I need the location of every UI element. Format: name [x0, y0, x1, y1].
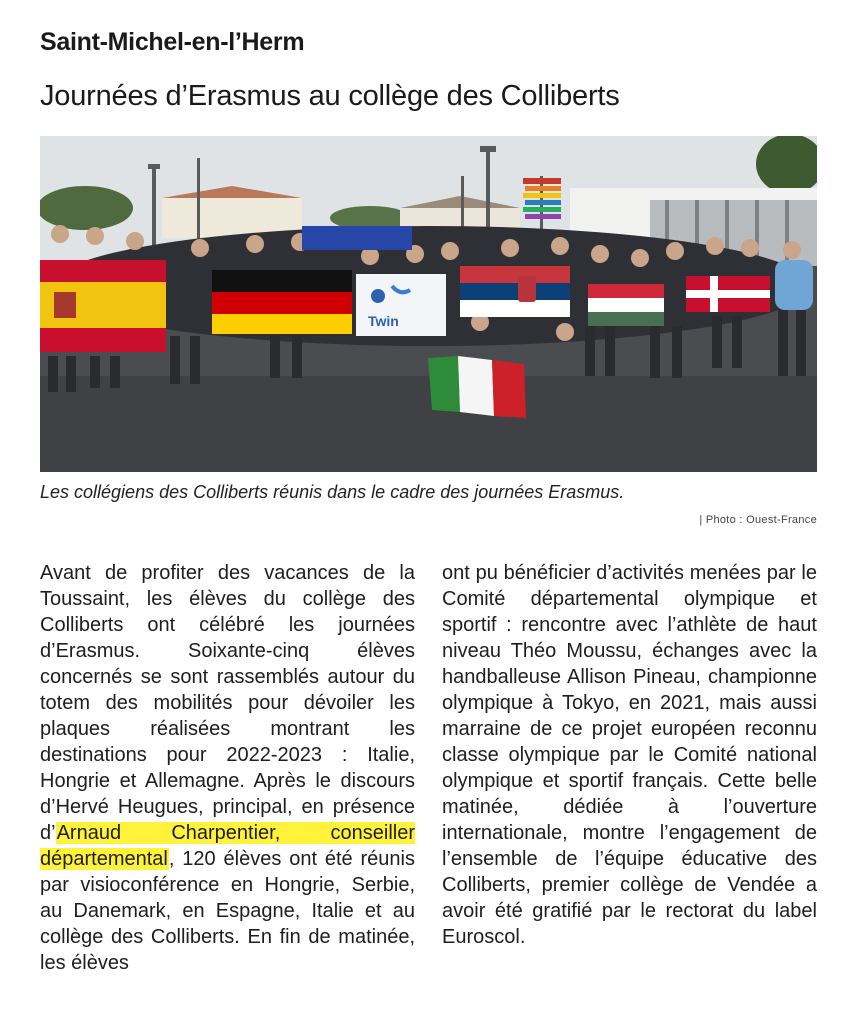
body-paragraph-1 [40, 560, 415, 976]
tree-left [40, 186, 133, 230]
body-column-left [40, 560, 415, 976]
article-headline: Journées d’Erasmus au collège des Colliberts [40, 80, 620, 112]
flag-spain [40, 260, 166, 352]
twin-banner-text: Twin [368, 313, 399, 329]
twin-banner [356, 274, 446, 336]
kicker-location: Saint-Michel-en-l’Herm [40, 28, 305, 56]
body-text-part1: Avant de profiter des vacances de la Toussaint, les élèves du collège des Colliberts ont célébré les journées d’Erasmus. Soixante-cinq élèves concernés se sont rassemblés autour du totem des mobilités pour dévoiler les plaques réalisées montrant les destinations pour 2022-2023 : Italie, Hongrie et Allemagne. Après le discours d’Hervé Heugues, principal, en présence d’ [40, 562, 415, 844]
body-text-part2: , 120 élèves ont été réunis par visioconférence en Hongrie, Serbie, au Danemark, en Espagne, Italie et au collège des Colliberts. En fin de matinée, les élèves [40, 848, 415, 974]
flag-germany [212, 270, 352, 334]
article-photo [40, 136, 817, 472]
highlighted-name: Arnaud Charpentier, conseiller départemental [40, 822, 415, 870]
flag-denmark [686, 276, 770, 312]
flag-italy [428, 356, 526, 418]
photo-credit: | Photo : Ouest-France [699, 514, 817, 526]
body-column-right [442, 560, 817, 950]
body-paragraph-2: ont pu bénéficier d’activités menées par le Comité départemental olympique et sportif : rencontre avec l’athlète de haut niveau Théo Moussu, échanges avec la handballeuse Allison Pineau, championne olympique à Tokyo, en 2021, mais aussi marraine de ce projet européen reconnu classe olympique par le Comité national olympique et sportif français. Cette belle matinée, dédiée à l’ouverture internationale, montre l’engagement de l’ensemble de l’équipe éducative des Colliberts, premier collège de Vendée a avoir été gratifié par le rectorat du label Euroscol. [442, 562, 817, 948]
flag-serbia [460, 266, 570, 317]
flag-hungary [588, 284, 664, 326]
eu-flag-bar [302, 226, 412, 250]
student-blue-hoodie [775, 260, 813, 310]
photo-caption: Les collégiens des Colliberts réunis dans le cadre des journées Erasmus. [40, 482, 625, 502]
